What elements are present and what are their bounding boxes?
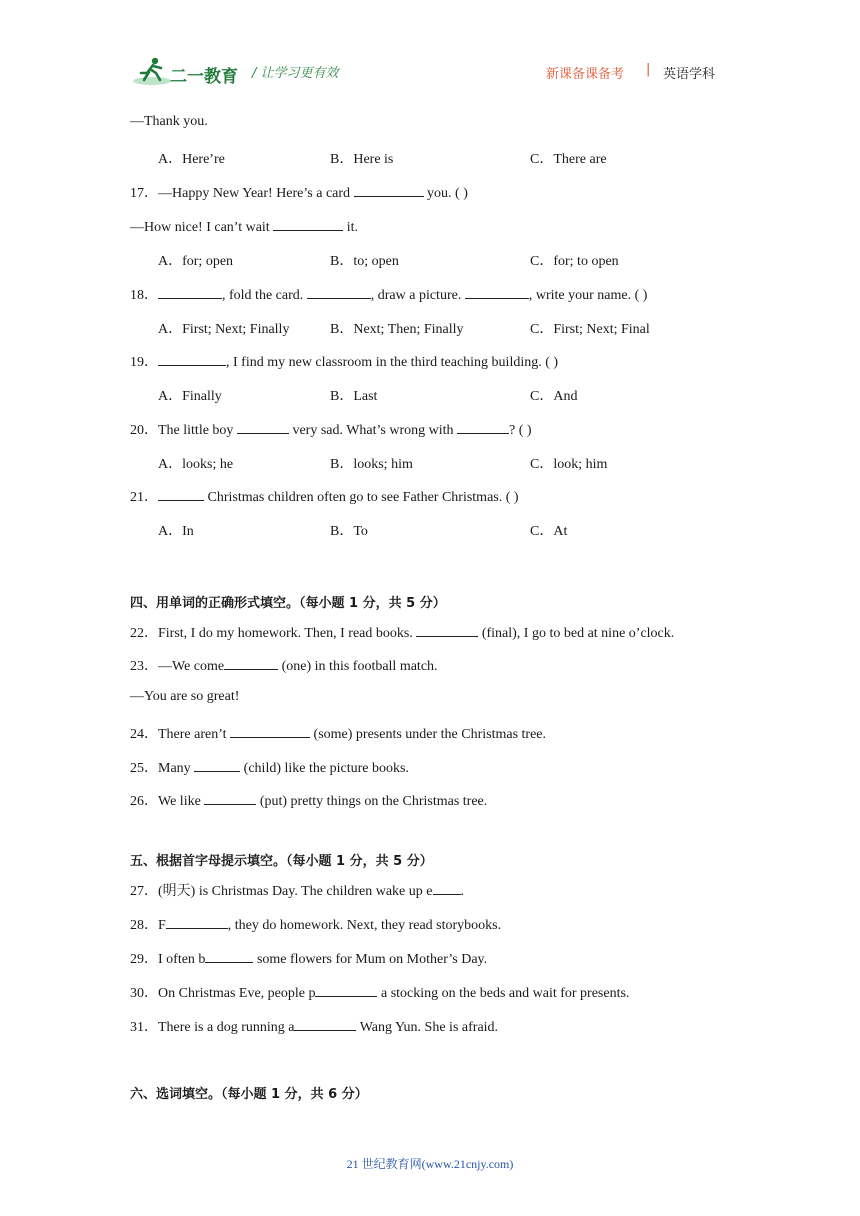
question-29 — [130, 948, 487, 968]
runner-icon — [132, 56, 172, 88]
q27-end: . — [460, 884, 464, 899]
question-25 — [130, 757, 409, 777]
answer-blank — [158, 486, 204, 501]
answer-blank — [273, 216, 343, 231]
q28-start: 28．F — [130, 918, 166, 933]
question-31 — [130, 1016, 498, 1036]
q21-option-c: C．At — [530, 524, 568, 539]
question-17 — [130, 182, 468, 202]
q18-option-a: A．First; Next; Finally — [158, 322, 290, 337]
q31-end: Wang Yun. She is afraid. — [356, 1020, 499, 1035]
q27-start: 27．(明天) is Christmas Day. The children wake up e — [130, 884, 433, 899]
q18-part3: , write your name. ( ) — [528, 288, 648, 303]
q19-part1: , I find my new classroom in the third teaching building. ( ) — [226, 355, 559, 370]
q20-end: ? ( ) — [509, 423, 532, 438]
q20-option-b: B．looks; him — [330, 457, 413, 472]
q17-option-b: B．to; open — [330, 254, 399, 269]
answer-blank — [166, 914, 228, 929]
q16-option-c: C．There are — [530, 152, 607, 167]
question-30 — [130, 982, 629, 1002]
q19-number: 19． — [130, 355, 158, 370]
q26-end: (put) pretty things on the Christmas tree. — [256, 794, 488, 809]
answer-blank — [294, 1016, 356, 1031]
question-24 — [130, 723, 546, 743]
header-tagline: 新课备课备考 — [546, 67, 625, 82]
question-20 — [130, 419, 532, 439]
answer-blank — [433, 880, 461, 895]
q17-option-c: C．for; to open — [530, 254, 619, 269]
answer-blank — [237, 419, 289, 434]
page-footer: 21 世纪教育网(www.21cnjy.com) — [346, 1157, 514, 1171]
q25-end: (child) like the picture books. — [240, 761, 409, 776]
answer-blank — [230, 723, 310, 738]
q22-end: (final), I go to bed at nine o’clock. — [478, 626, 675, 641]
section-4-heading: 四、用单词的正确形式填空。（每小题 1 分，共 5 分） — [130, 596, 446, 611]
q20-option-a: A．looks; he — [158, 457, 234, 472]
q18-number: 18． — [130, 288, 158, 303]
answer-blank — [158, 351, 226, 366]
q22-start: 22．First, I do my homework. Then, I read books. — [130, 626, 417, 641]
question-23-reply: —You are so great! — [130, 689, 240, 704]
answer-blank — [307, 284, 371, 299]
section-5-heading: 五、根据首字母提示填空。（每小题 1 分，共 5 分） — [130, 854, 433, 869]
answer-blank — [204, 790, 256, 805]
q21-number: 21． — [130, 490, 158, 505]
question-17-line2 — [130, 216, 358, 236]
q29-end: some flowers for Mum on Mother’s Day. — [253, 952, 488, 967]
question-26 — [130, 790, 487, 810]
q20-mid: very sad. What’s wrong with — [288, 423, 454, 438]
q18-option-b: B．Next; Then; Finally — [330, 322, 464, 337]
answer-blank — [416, 622, 478, 637]
answer-blank — [158, 284, 222, 299]
q18-part1: , fold the card. — [222, 288, 304, 303]
dialogue-line: —Thank you. — [130, 114, 208, 129]
question-28 — [130, 914, 501, 934]
q16-option-b: B．Here is — [330, 152, 394, 167]
q20-option-c: C．look; him — [530, 457, 608, 472]
question-18 — [130, 284, 647, 304]
answer-blank — [354, 182, 424, 197]
logo-text: 二一教育 — [170, 67, 238, 87]
header-subject: 英语学科 — [663, 67, 716, 82]
q24-start: 24．There aren’t — [130, 727, 231, 742]
question-27 — [130, 880, 464, 900]
q19-option-a: A．Finally — [158, 389, 222, 404]
section-6-heading: 六、选词填空。（每小题 1 分，共 6 分） — [130, 1087, 368, 1102]
q28-end: , they do homework. Next, they read storybooks. — [227, 918, 502, 933]
q23-end: (one) in this football match. — [278, 659, 438, 674]
q30-start: 30．On Christmas Eve, people p — [130, 986, 316, 1001]
answer-blank — [194, 757, 240, 772]
q23-start: 23．—We come — [130, 659, 225, 674]
q18-part2: , draw a picture. — [370, 288, 462, 303]
q18-option-c: C．First; Next; Final — [530, 322, 650, 337]
q19-option-b: B．Last — [330, 389, 378, 404]
q17-tail: you. ( ) — [423, 186, 468, 201]
q21-part1: Christmas children often go to see Father Christmas. ( ) — [204, 490, 519, 505]
q29-start: 29．I often b — [130, 952, 206, 967]
q17-line2-start: —How nice! I can’t wait — [130, 220, 270, 235]
q21-option-a: A．In — [158, 524, 194, 539]
q16-option-a: A．Here’re — [158, 152, 225, 167]
answer-blank — [224, 655, 278, 670]
q19-option-c: C．And — [530, 389, 578, 404]
question-19 — [130, 351, 558, 371]
answer-blank — [205, 948, 253, 963]
answer-blank — [457, 419, 509, 434]
q17-option-a: A．for; open — [158, 254, 234, 269]
q30-end: a stocking on the beds and wait for presents. — [377, 986, 630, 1001]
q17-line2-end: it. — [343, 220, 358, 235]
q25-start: 25．Many — [130, 761, 195, 776]
q26-start: 26．We like — [130, 794, 205, 809]
question-23 — [130, 655, 438, 675]
answer-blank — [315, 982, 377, 997]
q17-stem: 17．—Happy New Year! Here’s a card — [130, 186, 351, 201]
header-separator: | — [646, 62, 651, 77]
q24-end: (some) presents under the Christmas tree. — [310, 727, 547, 742]
answer-blank — [465, 284, 529, 299]
q21-option-b: B．To — [330, 524, 368, 539]
question-21 — [130, 486, 519, 506]
q31-start: 31．There is a dog running a — [130, 1020, 295, 1035]
question-22 — [130, 622, 674, 642]
header-slogan: / 让学习更有效 — [252, 66, 339, 81]
q20-start: 20．The little boy — [130, 423, 234, 438]
brand-logo — [132, 56, 242, 88]
